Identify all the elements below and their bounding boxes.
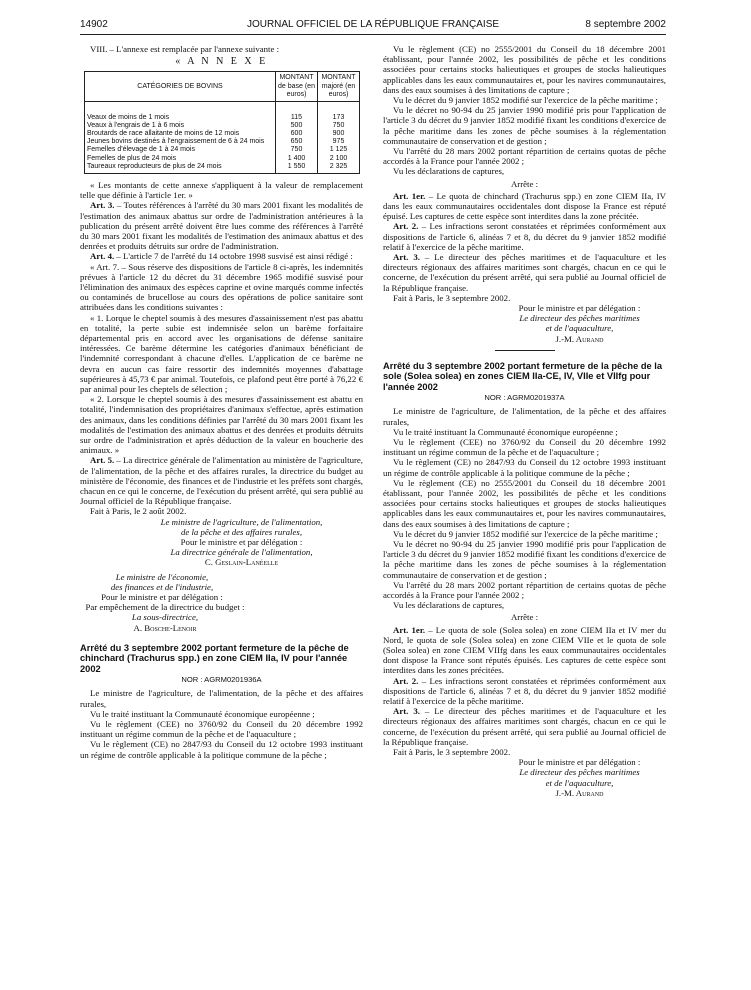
row-base: 750 xyxy=(276,146,318,154)
paragraph: Vu le décret no 90-94 du 25 janvier 1990 modifié pris pour l'application de l'article 3 du décret du 9 janvier 1852 modifié fixant les conditions d'exercice de la pêche maritime dans les zones de pêche soumises à la réglementation communautaire de conservation et de gestion ; xyxy=(383,538,666,580)
article-text: – Le directeur des pêches maritimes et de l'aquaculture et les directeurs régionaux des affaires maritimes sont chargés, chacun en ce qui le concerne, de l'exécution du présent arrêté, qui sera publié au Journal officiel de la République française. xyxy=(383,252,666,293)
fait-a-paris: Fait à Paris, le 3 septembre 2002. xyxy=(393,747,511,758)
row-label: Jeunes bovins destinés à l'engraissement de 6 à 24 mois xyxy=(85,138,276,146)
article-label: Art. 3. xyxy=(393,252,420,263)
header-majore: MONTANT majoré (en euros) xyxy=(318,72,360,102)
signature-line: Le directeur des pêches maritimes xyxy=(519,313,640,324)
table-row xyxy=(85,163,360,174)
table-row xyxy=(85,138,360,146)
row-label: Broutards de race allaitante de moins de 12 mois xyxy=(85,130,276,138)
article-text: – Les infractions seront constatées et réprimées conformément aux dispositions de l'article 6, alinéas 7 et 8, du décret du 9 janvier 1852 modifié relatif à l'exercice de la pêche maritime. xyxy=(383,675,667,706)
row-label: Taureaux reproducteurs de plus de 24 mois xyxy=(85,163,276,174)
row-base: 600 xyxy=(276,130,318,138)
signature-line: La sous-directrice, xyxy=(131,612,199,623)
article-label: Art. 4. xyxy=(90,251,115,262)
signature-line: Pour le ministre et par délégation : xyxy=(518,757,641,768)
row-label: Femelles d'élevage de 1 à 24 mois xyxy=(85,146,276,154)
table-row xyxy=(85,114,360,122)
issue-date: 8 septembre 2002 xyxy=(585,19,666,30)
paragraph: Vu le traité instituant la Communauté économique européenne ; xyxy=(393,426,618,437)
article-text: – Toutes références à l'arrêté du 30 mars 2001 fixant les modalités de l'estimation des animaux abattus sur ordre de l'administration antérieures à la publication du présent arrêté doivent être lues comme des références à l'arrêté du 30 mars 2001 fixant les modalités de l'estimation des animaux abattus et des denrées et produits détruits sur ordre de l'administration. xyxy=(80,200,363,252)
annex-title: « A N N E X E xyxy=(175,56,268,68)
signature-line: Le ministre de l'économie, xyxy=(115,571,209,582)
article-label: Art. 2. xyxy=(393,675,419,686)
article-text: – La directrice générale de l'alimentation au ministère de l'agriculture, de l'alimentation, de la pêche et des affaires rurales, la directrice du budget au ministère de l'économie, des finances et de l'industrie et les préfets sont chargés, chacun en ce qui le concerne, de l'exécution du présent arrêté, qui sera publié au Journal officiel de la République française. xyxy=(80,455,363,507)
table-header-row xyxy=(85,72,360,102)
article-label: Art. 1er. xyxy=(393,190,426,201)
nor-reference: NOR : AGRM0201937A xyxy=(484,393,565,403)
header-rule xyxy=(80,34,666,35)
article-text: – Les infractions seront constatées et réprimées conformément aux dispositions de l'article 6, alinéas 7 et 8, du décret du 9 janvier 1852 modifié relatif à l'exercice de la pêche maritime. xyxy=(383,221,667,252)
signature-line: Pour le ministre et par délégation : xyxy=(101,592,223,603)
table-row xyxy=(85,146,360,154)
fait-a-paris: Fait à Paris, le 2 août 2002. xyxy=(90,506,187,517)
row-base: 115 xyxy=(276,114,318,122)
signatory-name: A. Bosche-Lenoir xyxy=(133,622,197,633)
paragraph: Vu l'arrêté du 28 mars 2002 portant répartition de certains quotas de pêche accordés à la France pour l'année 2002 ; xyxy=(383,146,666,167)
signature-block-4 xyxy=(493,757,666,798)
paragraph: Le ministre de l'agriculture, de l'alimentation, de la pêche et des affaires rurales, xyxy=(383,406,666,427)
row-majore: 975 xyxy=(318,138,360,146)
row-label: Femelles de plus de 24 mois xyxy=(85,155,276,163)
article-label: Art. 3. xyxy=(90,200,115,211)
paragraph: Le ministre de l'agriculture, de l'alimentation, de la pêche et des affaires rurales, xyxy=(80,688,363,709)
paragraph: Vu le règlement (CE) no 2847/93 du Conseil du 12 octobre 1993 instituant un régime de contrôle applicable à la politique commune de la pêche ; xyxy=(80,739,363,760)
header-base: MONTANT de base (en euros) xyxy=(276,72,318,102)
table-row xyxy=(85,122,360,130)
signature-line: et de l'aquaculture, xyxy=(545,777,614,788)
decree-title: Arrêté du 3 septembre 2002 portant fermeture de la pêche de chinchard (Trachurus spp.) en zone CIEM IIa, IV pour l'année 2002 xyxy=(80,642,349,674)
signature-block-3 xyxy=(493,303,666,344)
page-number: 14902 xyxy=(80,19,108,30)
annex-table xyxy=(84,71,360,174)
article-7-intro: « Art. 7. – Sous réserve des dispositions de l'article 8 ci-après, les indemnités prévues à l'article 12 du décret du 31 décembre 1965 modifié susvisé pour l'élimination des animaux des espèces caprine et ovine marqués comme infectés ou contaminés de brucellose au cours des opérations de police sanitaire sont attribuées dans les conditions suivantes : xyxy=(80,261,363,313)
paragraph: Vu le décret no 90-94 du 25 janvier 1990 modifié pris pour l'application de l'article 3 du décret du 9 janvier 1852 modifié fixant les conditions d'exercice de la pêche maritime dans les zones de pêche soumises à la réglementation communautaire de conservation et de gestion ; xyxy=(383,105,666,146)
fait-a-paris: Fait à Paris, le 3 septembre 2002. xyxy=(393,292,511,303)
row-majore: 2 325 xyxy=(318,163,360,174)
row-majore: 750 xyxy=(318,122,360,130)
header-category: CATÉGORIES DE BOVINS xyxy=(85,72,276,102)
signature-block-1 xyxy=(120,517,363,568)
paragraph: Vu les déclarations de captures, xyxy=(393,166,505,177)
row-majore: 173 xyxy=(318,114,360,122)
montants-paragraph: « Les montants de cette annexe s'appliquent à la valeur de remplacement telle que définie à l'article 1er. » xyxy=(80,179,363,201)
article-1 xyxy=(383,191,666,222)
paragraph: Vu les déclarations de captures, xyxy=(393,600,505,611)
paragraph: Vu le traité instituant la Communauté économique européenne ; xyxy=(90,708,315,719)
row-majore: 1 125 xyxy=(318,146,360,154)
article-label: Art. 5. xyxy=(90,455,115,466)
article-label: Art. 3. xyxy=(393,706,420,717)
article-4 xyxy=(80,251,363,261)
table-row xyxy=(85,130,360,138)
article-label: Art. 1er. xyxy=(393,624,426,635)
signature-line: de la pêche et des affaires rurales, xyxy=(180,526,303,537)
article-text: – Le quota de chinchard (Trachurus spp.) en zone CIEM IIa, IV dans les eaux communautaires occidentales dont dispose la France est réputé épuisé. Les captures de cette espèce sont interdites dans la zone précitée. xyxy=(383,190,666,222)
article-3 xyxy=(80,200,363,251)
paragraph: Vu le règlement (CE) no 2555/2001 du Conseil du 18 décembre 2001 établissant, pour l'année 2002, les possibilités de pêche et les conditions associées pour certains stocks halieutiques et groupes de stocks halieutiques applicables dans les eaux communautaires et, pour les navires communautaires, dans des eaux soumises à des limitations de capture ; xyxy=(383,477,666,529)
journal-title: JOURNAL OFFICIEL DE LA RÉPUBLIQUE FRANÇAISE xyxy=(246,19,500,30)
signature-line: des finances et de l'industrie, xyxy=(110,581,214,592)
paragraph: Vu le règlement (CE) no 2847/93 du Conseil du 12 octobre 1993 instituant un régime de contrôle applicable à la politique commune de la pêche ; xyxy=(383,457,666,478)
row-majore: 900 xyxy=(318,130,360,138)
signatory-name: J.-M. Aurand xyxy=(555,787,604,798)
article-7-point-2: « 2. Lorsque le cheptel soumis à des mesures d'assainissement est abattu en totalité, l'indemnisation des propriétaires d'animaux s'effectue, après estimation des animaux, dans les conditions définies par l'arrêté du 30 mars 2001 fixant les modalités de l'estimation des animaux abattus et des denrées et produits détruits sur ordre de l'administration et après déduction de la valeur en boucherie des animaux. » xyxy=(80,394,363,456)
row-base: 500 xyxy=(276,122,318,130)
article-2 xyxy=(383,221,666,252)
page-header xyxy=(80,19,666,33)
paragraph: Vu le règlement (CEE) no 3760/92 du Conseil du 20 décembre 1992 instituant un régime commun de la pêche et de l'aquaculture ; xyxy=(383,436,666,458)
row-base: 650 xyxy=(276,138,318,146)
article-1 xyxy=(383,625,666,676)
paragraph: Vu le règlement (CEE) no 3760/92 du Conseil du 20 décembre 1992 instituant un régime commun de la pêche et de l'aquaculture ; xyxy=(80,718,363,740)
article-text: – Le directeur des pêches maritimes et de l'aquaculture et les directeurs régionaux des affaires maritimes sont chargés, chacun en ce qui le concerne, de l'exécution du présent arrêté, qui sera publié au Journal officiel de la République française. xyxy=(383,706,666,747)
article-text: – Le quota de sole (Solea solea) en zone CIEM IIa et IV mer du Nord, le quota de sole (Solea solea) en zone CIEM VIIe et le quota de sole (Solea solea) en zone CIEM VIIfg dans les eaux communautaires occidentales dont dispose la France sont réputés épuisés. Les captures de cette espèce sont interdites dans les zones précitées. xyxy=(383,624,666,676)
paragraph: Vu l'arrêté du 28 mars 2002 portant répartition de certains quotas de pêche accordés à la France pour l'année 2002 ; xyxy=(383,579,666,600)
decree-title: Arrêté du 3 septembre 2002 portant fermeture de la pêche de la sole (Solea solea) en zones CIEM IIa-CE, IV, VIIe et VIIfg pour l'année 2002 xyxy=(383,360,663,392)
left-column xyxy=(80,44,363,760)
article-3 xyxy=(383,706,666,747)
nor-reference: NOR : AGRM0201936A xyxy=(181,675,262,685)
signatory-name: J.-M. Aurand xyxy=(555,333,604,344)
row-label: Veaux de moins de 1 mois xyxy=(85,114,276,122)
row-base: 1 550 xyxy=(276,163,318,174)
signature-line: Le directeur des pêches maritimes xyxy=(519,767,640,778)
signature-line: et de l'aquaculture, xyxy=(545,323,614,334)
right-column xyxy=(383,44,666,798)
annex-intro: VIII. – L'annexe est remplacée par l'annexe suivante : xyxy=(90,44,280,54)
table-row xyxy=(85,155,360,163)
paragraph: Vu le décret du 9 janvier 1852 modifié sur l'exercice de la pêche maritime ; xyxy=(393,95,658,106)
signature-block-2 xyxy=(92,572,232,603)
signature-line: La directrice générale de l'alimentation, xyxy=(170,547,313,558)
row-base: 1 400 xyxy=(276,155,318,163)
article-text: – L'article 7 de l'arrêté du 14 octobre 1998 susvisé est ainsi rédigé : xyxy=(114,251,353,262)
signatory-name: C. Geslain-Lanéelle xyxy=(204,557,279,568)
article-label: Art. 2. xyxy=(393,221,419,232)
paragraph: Vu le règlement (CE) no 2555/2001 du Conseil du 18 décembre 2001 établissant, pour l'année 2002, les possibilités de pêche et les conditions associées pour certains stocks halieutiques et groupes de stocks halieutiques applicables dans les eaux communautaires et, pour les navires communautaires, dans des eaux soumises à des limitations de capture ; xyxy=(383,44,666,95)
arrete-heading: Arrête : xyxy=(510,612,539,623)
row-label: Veaux à l'engrais de 1 à 6 mois xyxy=(85,122,276,130)
article-2 xyxy=(383,676,666,707)
section-separator xyxy=(495,350,555,351)
signature-line: Par empêchement de la directrice du budget : xyxy=(85,602,245,613)
arrete-heading: Arrête : xyxy=(510,178,539,189)
signature-block-2-cont xyxy=(80,602,250,633)
signature-line: Pour le ministre et par délégation : xyxy=(180,537,303,548)
article-5 xyxy=(80,455,363,506)
article-7-point-1: « 1. Lorque le cheptel soumis à des mesures d'assainissement n'est pas abattu en totalité, la perte subie est indemnisée selon un barème forfaitaire départemental pris en accord avec les organisations de défense sanitaire intéressées. Ce barème détermine les catégories d'animaux bénéficiant de l'indemnité correspondant à chacune d'elles. L'application de ce barème ne devra en aucun cas faire ressortir des indemnités moyennes d'abattage supérieures à 45,73 € par animal. Toutefois, ce plafond peut être porté à 76,22 € par animal pour les cheptels de sélection ; xyxy=(80,312,363,394)
paragraph: Vu le décret du 9 janvier 1852 modifié sur l'exercice de la pêche maritime ; xyxy=(393,528,658,539)
row-majore: 2 100 xyxy=(318,155,360,163)
signature-line: Le ministre de l'agriculture, de l'alimentation, xyxy=(160,516,323,527)
signature-line: Pour le ministre et par délégation : xyxy=(518,303,641,314)
article-3 xyxy=(383,252,666,293)
